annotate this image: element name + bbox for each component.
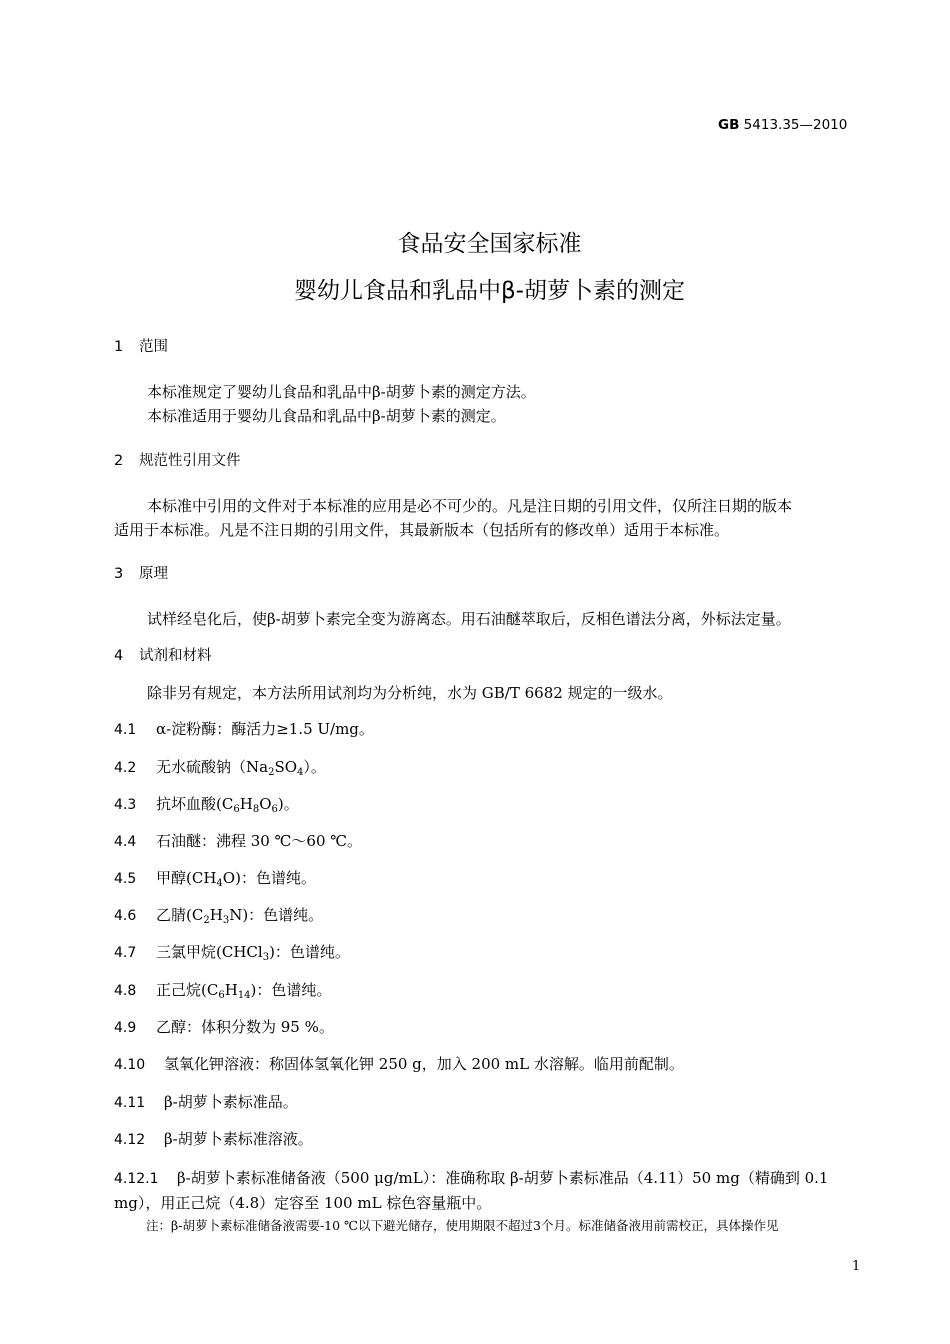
references-paragraph-line-2: 适用于本标准。凡是不注日期的引用文件，其最新版本（包括所有的修改单）适用于本标准。 — [114, 521, 730, 539]
item-number: 4.9 — [114, 1020, 137, 1036]
section-number: 4 — [114, 648, 124, 664]
section-heading-normative-references — [114, 449, 241, 470]
reagent-item — [114, 830, 362, 851]
item-number: 4.5 — [114, 871, 137, 887]
references-paragraph-line-1: 本标准中引用的文件对于本标准的应用是必不可少的。凡是注日期的引用文件，仅所注日期的版本 — [147, 497, 793, 515]
reagent-item — [114, 1053, 684, 1074]
reagent-item — [114, 756, 326, 777]
section-number: 3 — [114, 566, 124, 582]
reagent-item — [114, 1128, 313, 1149]
item-number: 4.7 — [114, 945, 137, 961]
section-heading-scope — [114, 335, 168, 356]
section-number: 2 — [114, 453, 124, 469]
item-text: β-胡萝卜素标准储备液（500 μg/mL）：准确称取 β-胡萝卜素标准品（4.11）50 mg（精确到 0.1 — [177, 1169, 829, 1187]
item-number: 4.4 — [114, 834, 137, 850]
item-text: 正己烷$(C_6H_{14})$：色谱纯。 — [156, 981, 332, 1001]
section-heading-reagents — [114, 644, 212, 665]
item-number: 4.1 — [114, 722, 137, 738]
section-title: 范围 — [139, 339, 168, 355]
item-text: 甲醇$(CH_4O)$：色谱纯。 — [156, 869, 316, 889]
item-number: 4.6 — [114, 908, 137, 924]
reagent-item — [114, 1016, 334, 1037]
item-number: 4.10 — [114, 1057, 146, 1073]
item-text: β-胡萝卜素标准溶液。 — [164, 1130, 313, 1148]
section-title: 规范性引用文件 — [139, 453, 241, 469]
section-number: 1 — [114, 339, 124, 355]
standard-number: 5413.35—2010 — [743, 117, 848, 133]
note-text: 注：β-胡萝卜素标准储备液需要-10 ℃以下避光储存，使用期限不超过3个月。标准储备液用前需校正，具体操作见 — [146, 1218, 779, 1233]
document-title: 食品安全国家标准 — [397, 231, 582, 257]
reagent-item — [114, 979, 331, 1000]
item-text: 三氯甲烷(CHCl$_3$)：色谱纯。 — [156, 943, 350, 963]
page-number: 1 — [852, 1259, 861, 1274]
scope-paragraph-1: 本标准规定了婴幼儿食品和乳品中β-胡萝卜素的测定方法。 — [147, 383, 536, 401]
reagent-item — [114, 941, 350, 962]
item-text: α-淀粉酶：酶活力≥1.5 U/mg。 — [156, 720, 374, 738]
item-number: 4.11 — [114, 1095, 146, 1111]
reagents-intro: 除非另有规定，本方法所用试剂均为分析纯，水为 GB/T 6682 规定的一级水。 — [147, 684, 673, 702]
section-title: 原理 — [139, 566, 168, 582]
item-text: 乙腈$(C_2H_3N)$：色谱纯。 — [156, 906, 324, 926]
item-number: 4.12 — [114, 1132, 146, 1148]
reagent-item — [114, 718, 374, 739]
reagent-item — [114, 1091, 298, 1112]
reagent-item — [114, 793, 299, 814]
item-number: 4.8 — [114, 983, 137, 999]
item-text: 抗坏血酸$(C_6H_8O_6)$。 — [156, 795, 299, 815]
principle-paragraph: 试样经皂化后，使β-胡萝卜素完全变为游离态。用石油醚萃取后，反相色谱法分离，外标法定量。 — [147, 610, 791, 628]
reagent-subitem-continuation: mg），用正己烷（4.8）定容至 100 mL 棕色容量瓶中。 — [114, 1194, 492, 1212]
item-text: 石油醚：沸程 30 ℃～60 ℃。 — [156, 832, 363, 850]
item-text: 无水硫酸钠$(Na_2SO_4)$。 — [156, 758, 326, 778]
item-number: 4.12.1 — [114, 1171, 159, 1187]
item-text: 氢氧化钾溶液：称固体氢氧化钾 250 g，加入 200 mL 水溶解。临用前配制。 — [164, 1055, 684, 1073]
scope-paragraph-2: 本标准适用于婴幼儿食品和乳品中β-胡萝卜素的测定。 — [147, 407, 506, 425]
reagent-item — [114, 867, 316, 888]
item-number: 4.2 — [114, 760, 137, 776]
document-subtitle: 婴幼儿食品和乳品中β-胡萝卜素的测定 — [294, 278, 685, 304]
item-number: 4.3 — [114, 797, 137, 813]
reagent-subitem — [114, 1167, 828, 1188]
reagent-item — [114, 904, 323, 925]
section-title: 试剂和材料 — [139, 648, 212, 664]
standard-prefix: GB — [718, 117, 740, 133]
item-text: 乙醇：体积分数为 95 %。 — [156, 1018, 334, 1036]
section-heading-principle — [114, 562, 168, 583]
item-text: β-胡萝卜素标准品。 — [164, 1093, 298, 1111]
standard-code — [718, 117, 847, 133]
